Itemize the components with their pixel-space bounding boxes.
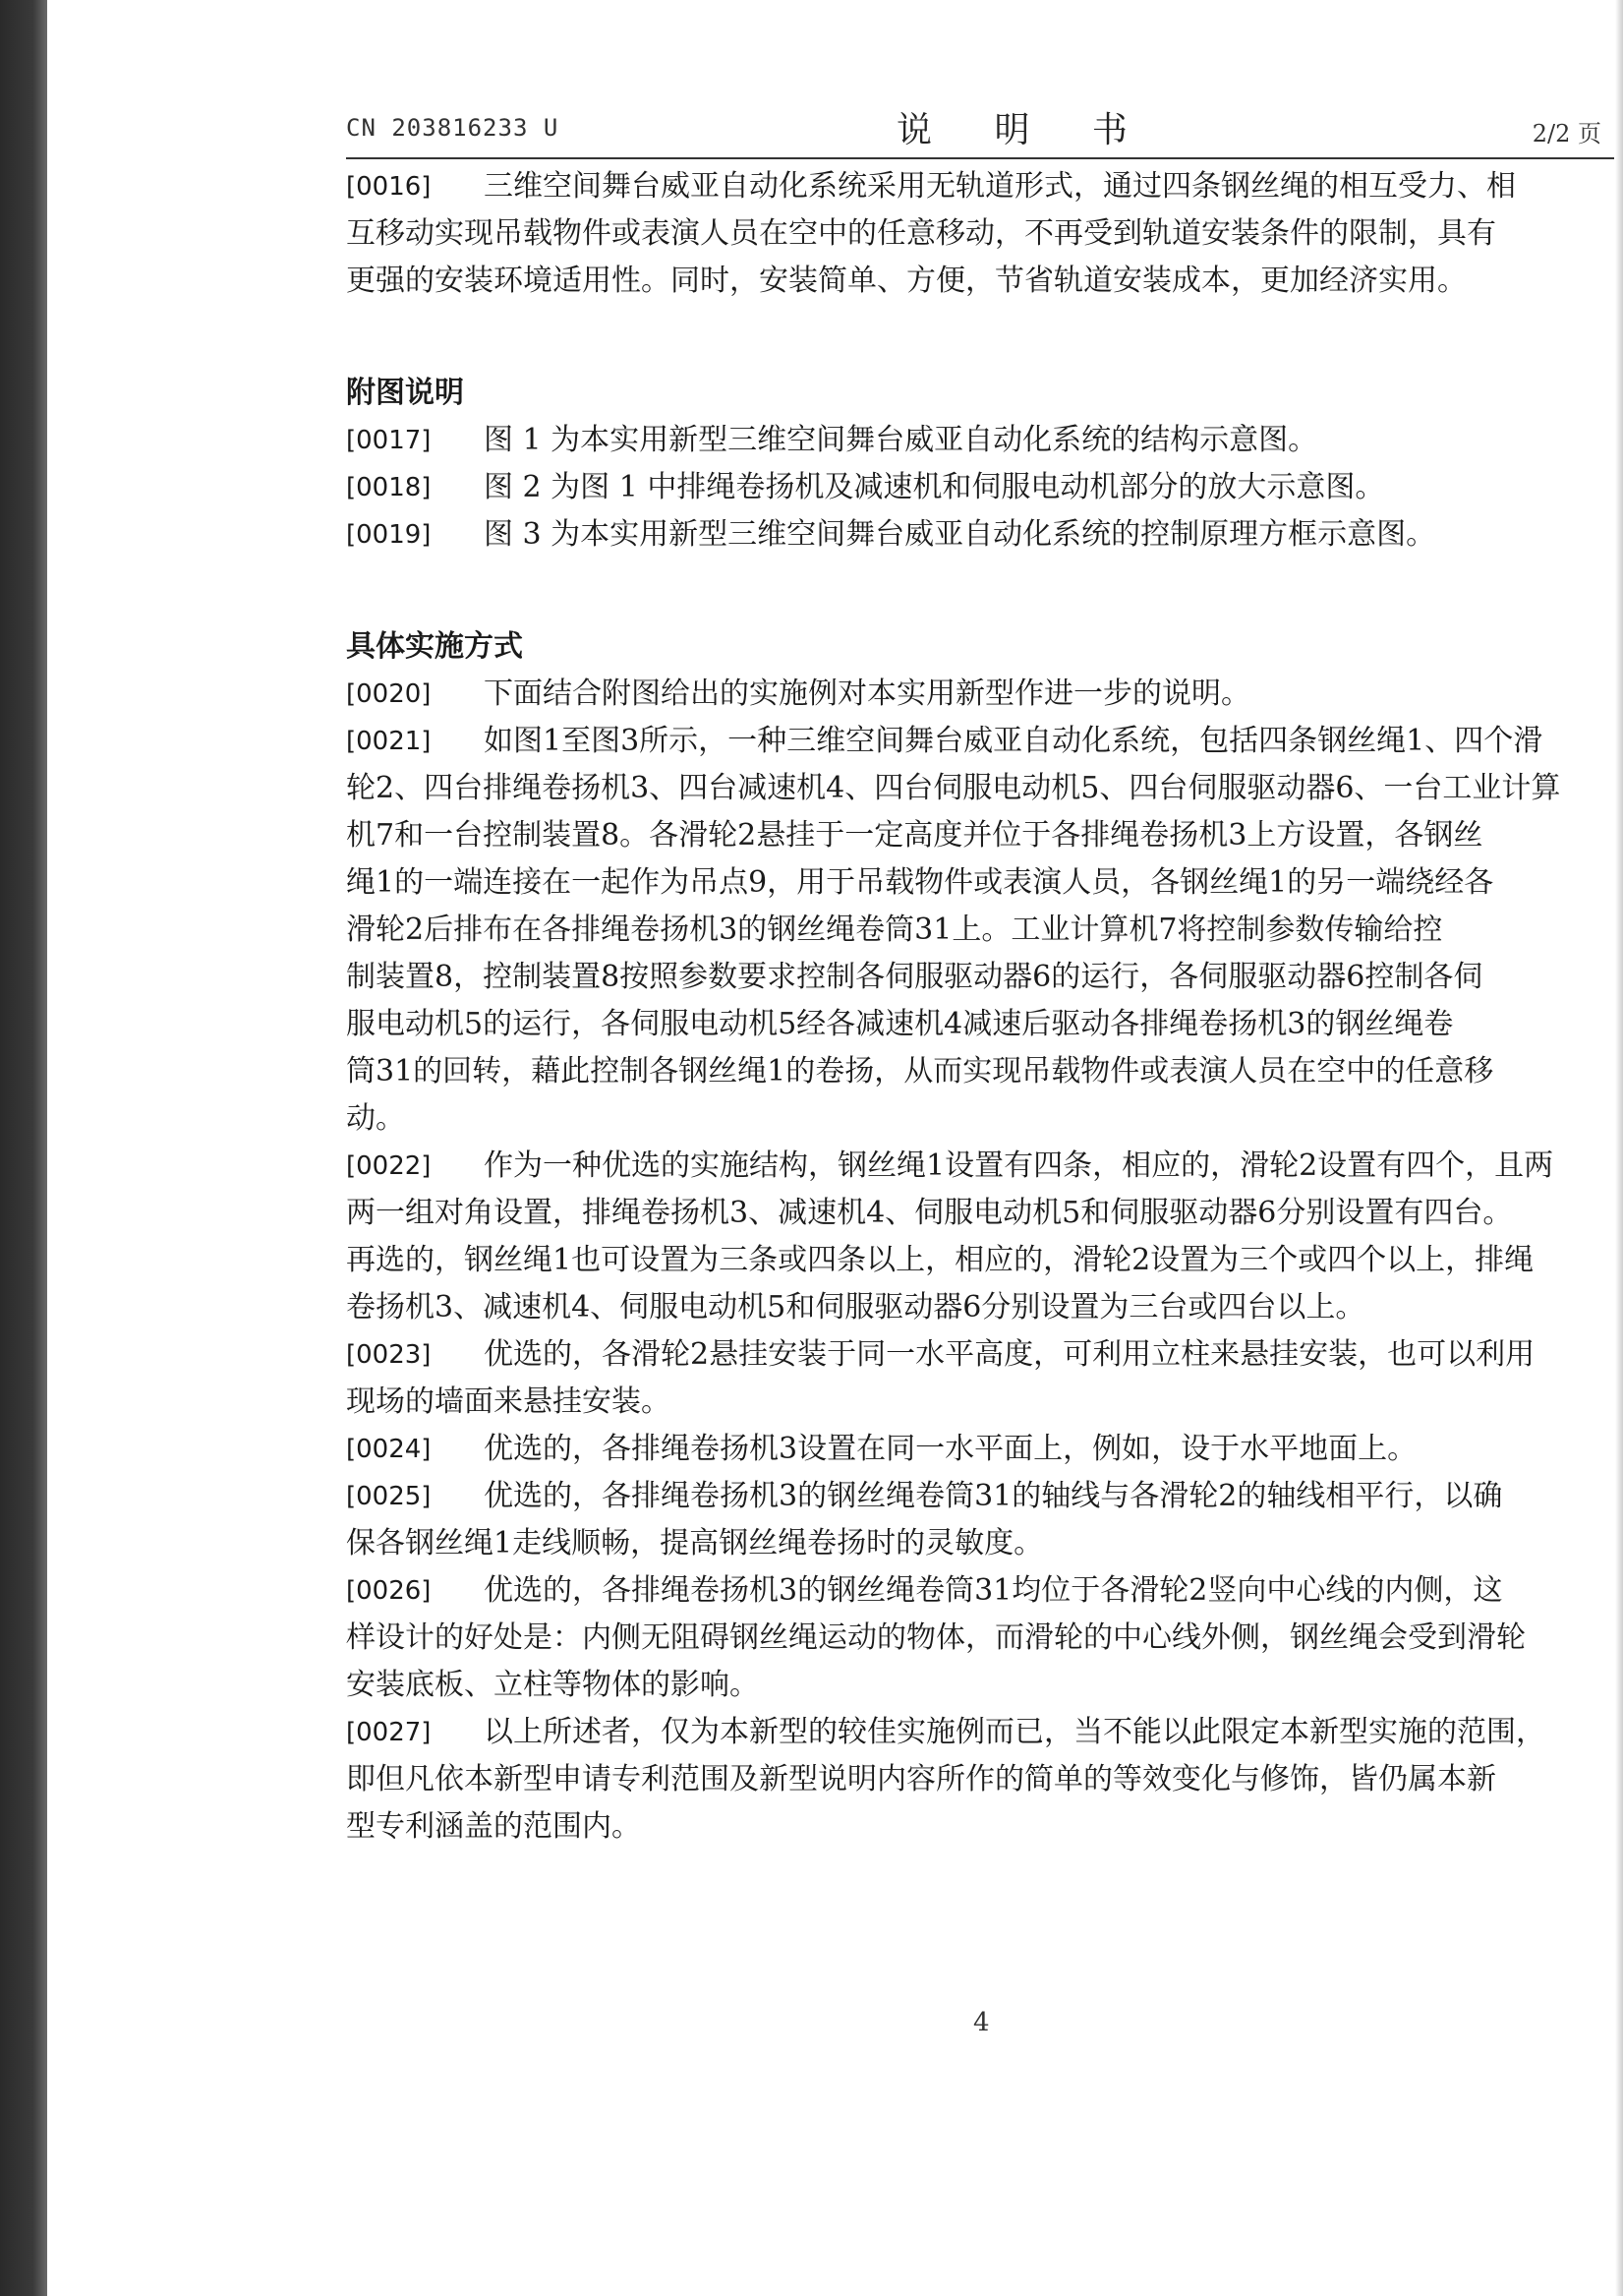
paragraph-line: 两一组对角设置，排绳卷扬机3、减速机4、伺服电动机5和伺服驱动器6分别设置有四台。 [346,1196,1513,1230]
paragraph-line: 轮2、四台排绳卷扬机3、四台减速机4、四台伺服电动机5、四台伺服驱动器6、一台工业计算 [346,771,1561,805]
page-header [346,98,1623,157]
page-number: 4 [973,2008,990,2037]
paragraph-number: [0026] [346,1576,432,1606]
paragraph-line: 如图1至图3所示，一种三维空间舞台威亚自动化系统，包括四条钢丝绳1、四个滑 [484,724,1543,758]
paragraph-line: 更强的安装环境适用性。同时，安装简单、方便，节省轨道安装成本，更加经济实用。 [346,264,1467,298]
paragraph [346,718,1616,1143]
scan-edge-right [1615,0,1623,2296]
paragraph-line: 以上所述者，仅为本新型的较佳实施例而已，当不能以此限定本新型实施的范围， [484,1715,1545,1749]
paragraph-line: 样设计的好处是：内侧无阻碍钢丝绳运动的物体，而滑轮的中心线外侧，钢丝绳会受到滑轮 [346,1620,1526,1655]
section-heading-figures: 附图说明 [346,376,464,410]
paragraph-number: [0027] [346,1718,432,1747]
paragraph-line: 互移动实现吊载物件或表演人员在空中的任意移动，不再受到轨道安装条件的限制，具有 [346,216,1496,251]
paragraph-line: 图 1 为本实用新型三维空间舞台威亚自动化系统的结构示意图。 [484,423,1318,457]
paragraph-line: 三维空间舞台威亚自动化系统采用无轨道形式，通过四条钢丝绳的相互受力、相 [484,169,1516,204]
paragraph [346,1473,1616,1567]
paragraph [346,1567,1616,1709]
paragraph-line: 安装底板、立柱等物体的影响。 [346,1668,759,1702]
paragraph-line: 图 3 为本实用新型三维空间舞台威亚自动化系统的控制原理方框示意图。 [484,517,1436,552]
paragraph-line: 优选的，各排绳卷扬机3的钢丝绳卷筒31均位于各滑轮2竖向中心线的内侧，这 [484,1573,1503,1608]
paragraph-line: 现场的墙面来悬挂安装。 [346,1384,670,1419]
paragraph-line: 卷扬机3、减速机4、伺服电动机5和伺服驱动器6分别设置为三台或四台以上。 [346,1290,1365,1325]
paragraph [346,1709,1616,1851]
paragraph-line: 再选的，钢丝绳1也可设置为三条或四条以上，相应的，滑轮2设置为三个或四个以上，排绳 [346,1243,1535,1277]
paragraph-line: 动。 [346,1101,405,1136]
section-embodiment [346,623,1616,1851]
paragraph-line: 即但凡依本新型申请专利范围及新型说明内容所作的简单的等效变化与修饰，皆仍属本新 [346,1762,1496,1796]
section-gap [346,305,1616,370]
paragraph [346,1143,1616,1331]
paragraph-line: 优选的，各滑轮2悬挂安装于同一水平高度，可利用立柱来悬挂安装，也可以利用 [484,1337,1536,1372]
paragraph [346,511,1616,559]
paragraph-number: [0022] [346,1151,432,1181]
document-number: CN 203816233 U [346,114,559,142]
paragraph-line: 优选的，各排绳卷扬机3设置在同一水平面上，例如，设于水平地面上。 [484,1432,1418,1466]
paragraph-line: 滑轮2后排布在各排绳卷扬机3的钢丝绳卷筒31上。工业计算机7将控制参数传输给控 [346,913,1443,947]
paragraph-line: 下面结合附图给出的实施例对本实用新型作进一步的说明。 [484,677,1250,711]
paragraph-line: 制装置8，控制装置8按照参数要求控制各伺服驱动器6的运行，各伺服驱动器6控制各伺 [346,960,1483,994]
section-figures [346,370,1616,559]
document-title: 说 明 书 [897,110,1153,150]
paragraph-line: 型专利涵盖的范围内。 [346,1809,641,1844]
paragraph-number: [0025] [346,1482,432,1511]
section-summary [346,163,1616,305]
paragraph [346,671,1616,718]
paragraph-number: [0019] [346,520,432,550]
document-body [346,163,1616,2130]
header-divider [346,157,1614,159]
paragraph-number: [0018] [346,473,432,502]
paragraph-number: [0017] [346,426,432,455]
paragraph-line: 筒31的回转，藉此控制各钢丝绳1的卷扬，从而实现吊载物件或表演人员在空中的任意移 [346,1054,1494,1089]
paragraph [346,1426,1616,1473]
paragraph-line: 机7和一台控制装置8。各滑轮2悬挂于一定高度并位于各排绳卷扬机3上方设置，各钢丝 [346,818,1483,853]
paragraph-number: [0024] [346,1435,432,1464]
paragraph-number: [0016] [346,172,432,202]
scan-edge-shadow [0,0,47,2296]
section-heading-embodiment: 具体实施方式 [346,629,523,664]
paragraph-number: [0021] [346,727,432,756]
section-gap [346,559,1616,623]
paragraph-line: 图 2 为图 1 中排绳卷扬机及减速机和伺服电动机部分的放大示意图。 [484,470,1385,504]
paragraph-line: 绳1的一端连接在一起作为吊点9，用于吊载物件或表演人员，各钢丝绳1的另一端绕经各 [346,865,1494,900]
paragraph [346,163,1616,305]
paragraph-line: 优选的，各排绳卷扬机3的钢丝绳卷筒31的轴线与各滑轮2的轴线相平行，以确 [484,1479,1503,1513]
paragraph-line: 保各钢丝绳1走线顺畅，提高钢丝绳卷扬时的灵敏度。 [346,1526,1044,1560]
paragraph-number: [0023] [346,1340,432,1370]
paragraph [346,1331,1616,1426]
paragraph-line: 服电动机5的运行，各伺服电动机5经各减速机4减速后驱动各排绳卷扬机3的钢丝绳卷 [346,1007,1454,1041]
page-indicator: 2/2 页 [1532,120,1601,147]
paragraph-number: [0020] [346,679,432,709]
paragraph [346,417,1616,464]
paragraph [346,464,1616,511]
paragraph-line: 作为一种优选的实施结构，钢丝绳1设置有四条，相应的，滑轮2设置有四个，且两 [484,1148,1554,1183]
